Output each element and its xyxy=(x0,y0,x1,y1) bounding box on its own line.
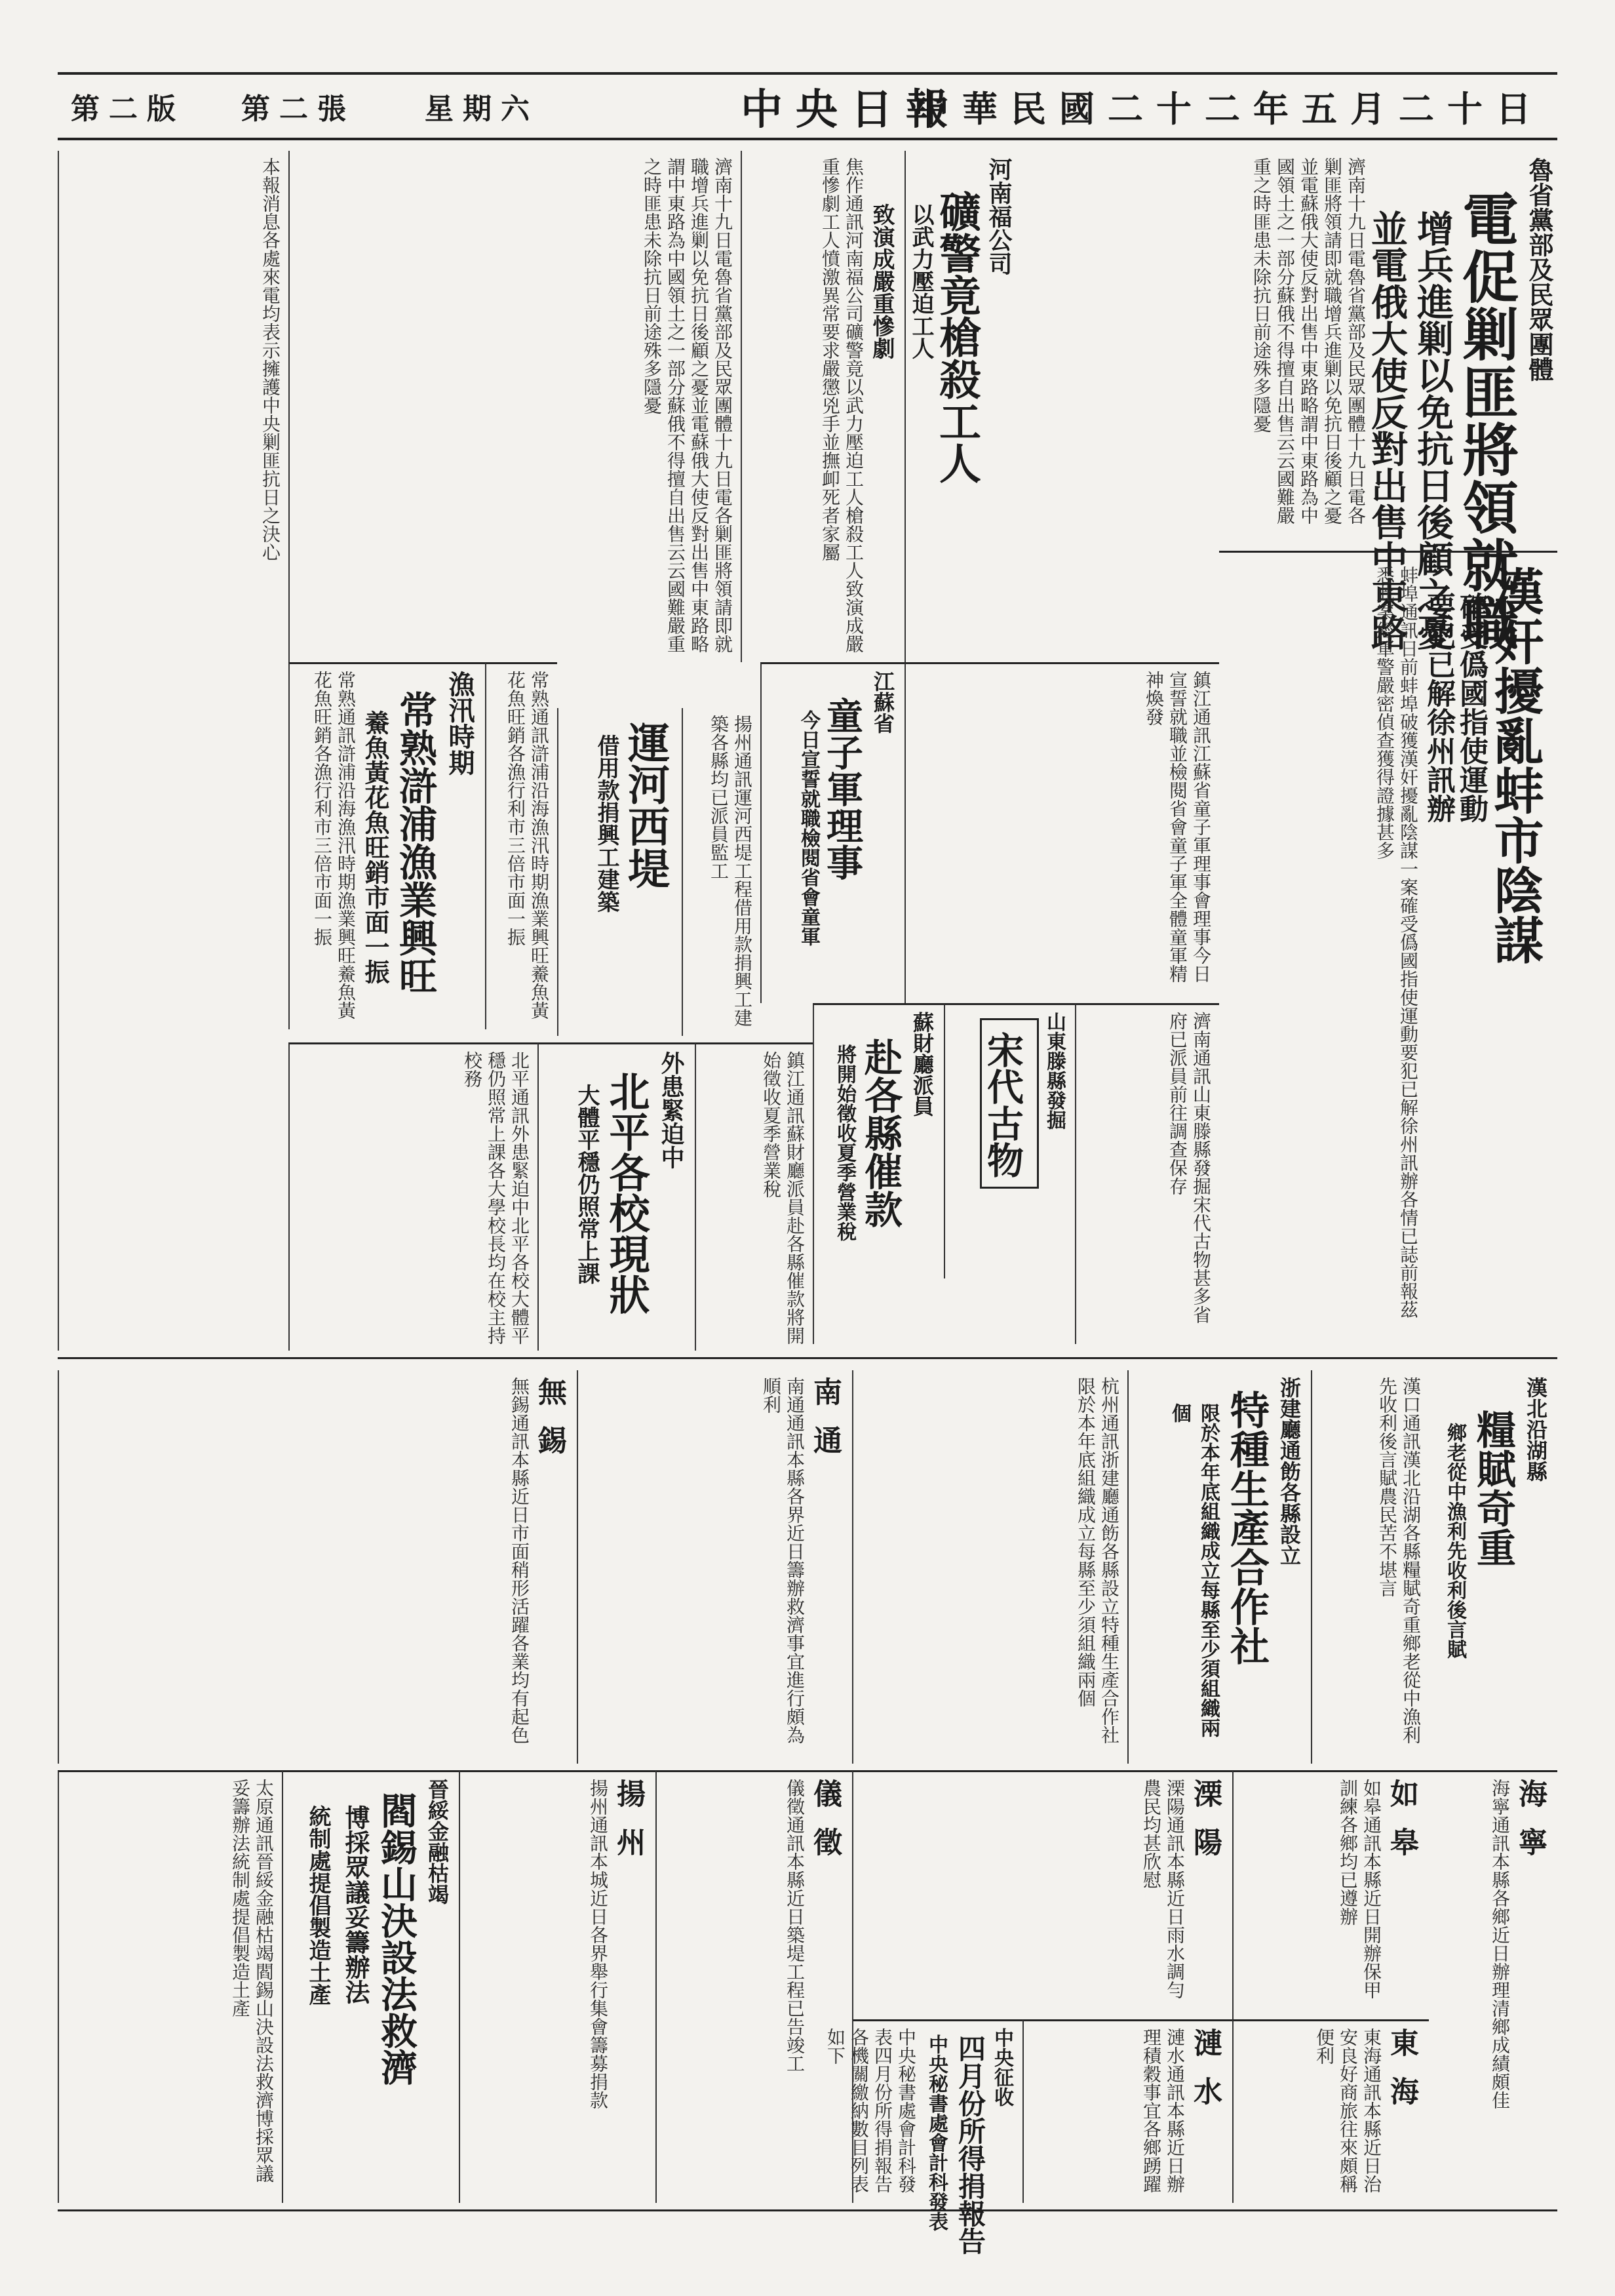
article-body: 中央秘書處會計科發表四月份所得捐報告各機關繳納數目列表如下 xyxy=(825,2028,917,2193)
kicker: 中央征收 xyxy=(990,2028,1013,2107)
subheadline: 大體平穩仍照常上課 xyxy=(574,1084,600,1284)
article-body: 蚌埠通訊日前蚌埠破獲漢奸擾亂陰謀一案確受僞國指使運動要犯已解徐州訊辦各情已誌前報茲悉此案經軍警嚴密偵查獲得證據甚多 xyxy=(1374,566,1419,1318)
article-body: 濟南十九日電魯省黨部及民眾團體十九日電各剿匪將領請即就職增兵進剿以免抗日後顧之憂並電蘇俄大使反對出售中東路略謂中東路為中國領土之一部分蘇俄不得擅自出售云云國難嚴重之時匪患未除抗日前途殊多隱憂 xyxy=(1251,157,1367,525)
article-body: 漣水通訊本縣近日辦理積穀事宜各鄉踴躍 xyxy=(1140,2028,1186,2193)
article-changshu-fishing xyxy=(288,662,485,1029)
subheadline-2: 並電俄大使反對出售中東路 xyxy=(1365,210,1409,650)
headline: 北平各校現狀 xyxy=(602,1071,650,1315)
article-body: 無錫通訊本縣近日市面稍形活躍各業均有起色 xyxy=(509,1377,530,1744)
article-income-tax-report xyxy=(825,2019,1022,2255)
article-peiping-schools xyxy=(537,1042,695,1351)
article-body: 太原通訊晉綏金融枯竭閻錫山決設法救濟博採眾議妥籌辦法統制處提倡製造土產 xyxy=(229,1779,275,2183)
subheadline-2: 要犯已解徐州訊辦 xyxy=(1422,592,1455,823)
local-news-liyang xyxy=(852,1770,1232,2019)
article-mid-filler xyxy=(905,662,1219,1003)
headline: 礦警竟槍殺工人 xyxy=(932,190,981,484)
city-tag: 溧陽 xyxy=(1188,1779,1222,1876)
local-news-haining xyxy=(1429,1770,1557,2203)
article-jiangsu-scouts xyxy=(760,662,905,1003)
kicker: 晉綏金融枯竭 xyxy=(425,1779,450,1905)
bottom-rule xyxy=(58,2209,1557,2211)
headline: 電促剿匪將領就職 xyxy=(1452,190,1519,652)
article-body: 濟南通訊山東滕縣發掘宋代古物甚多省府已派員前往調查保存 xyxy=(1167,1012,1212,1324)
subheadline: 增兵進剿以免抗日後顧之憂 xyxy=(1411,210,1454,650)
article-grain-tax-body xyxy=(1311,1370,1429,1764)
subheadline: 限於本年底組織成立每縣至少須組織兩個 xyxy=(1168,1403,1220,1737)
city-tag: 漣水 xyxy=(1188,2028,1222,2125)
city-tag: 如皋 xyxy=(1385,1779,1418,1876)
kicker: 漢北沿湖縣 xyxy=(1523,1377,1548,1482)
city-tag: 無錫 xyxy=(533,1377,566,1474)
article-henan-mine-cont xyxy=(741,151,905,662)
local-news-yangzhou xyxy=(459,1770,655,2203)
article-body: 如皋通訊本縣近日開辦保甲訓練各鄉均已遵辦 xyxy=(1337,1779,1382,1999)
article-body: 揚州通訊運河西堤工程借用款捐興工建築各縣均已派員監工 xyxy=(708,715,753,1027)
headline: 運河西堤 xyxy=(621,721,670,889)
article-body: 杭州通訊浙建廳通飭各縣設立特種生產合作社限於本年底組織成立每縣至少須組織兩個 xyxy=(1075,1377,1120,1744)
subheadline: 博採眾議妥籌辦法 xyxy=(341,1805,370,2004)
subheadline: 借用款捐興工建築 xyxy=(593,734,619,913)
headline: 四月份所得捐報告 xyxy=(954,2034,986,2255)
local-news-lianshui xyxy=(1022,2019,1232,2203)
article-body: 溧陽通訊本縣近日雨水調勻農民均甚欣慰 xyxy=(1140,1779,1186,1999)
article-peiping-schools-body xyxy=(288,1042,537,1351)
city-tag: 揚州 xyxy=(612,1779,645,1876)
article-center-filler xyxy=(695,1042,813,1351)
city-tag: 東海 xyxy=(1385,2028,1418,2125)
kicker: 江蘇省 xyxy=(870,671,895,734)
masthead-date: 中華民國二十二年五月二十日 xyxy=(914,87,1544,130)
subheadline: 今日宣誓就職檢閱省會童軍 xyxy=(797,710,820,946)
local-news-rugao xyxy=(1232,1770,1429,2019)
city-tag: 儀徵 xyxy=(808,1779,842,1876)
article-body: 海寧通訊本縣各鄉近日辦理清鄉成績頗佳 xyxy=(1489,1779,1511,2109)
masthead-page-number: 第二版 xyxy=(71,92,185,126)
headline: 糧賦奇重 xyxy=(1470,1410,1516,1567)
article-body: 常熟通訊滸浦沿海漁汛時期漁業興旺鯗魚黃花魚旺銷各漁行利市三倍市面一振 xyxy=(311,671,357,1019)
article-body: 北平通訊外患緊迫中北平各校大體平穩仍照常上課各大學校長均在校主持校務 xyxy=(461,1051,530,1345)
local-news-wuxi xyxy=(58,1370,577,1764)
article-party-telegram xyxy=(1022,151,1557,652)
subheadline-2: 統制處提倡製造土產 xyxy=(305,1805,331,2006)
kicker: 河南福公司 xyxy=(985,157,1013,275)
article-finance-dept xyxy=(813,1003,944,1344)
article-fishing-body xyxy=(485,662,557,1029)
subheadline: 鯗魚黃花魚旺銷市面一振 xyxy=(360,710,390,984)
subheadline-2: 致演成嚴重慘劇 xyxy=(868,203,895,359)
article-upper-middle xyxy=(288,151,741,662)
kicker: 魯省黨部及民眾團體 xyxy=(1525,157,1554,382)
article-yan-xishan xyxy=(282,1770,459,2203)
kicker: 山東滕縣發掘 xyxy=(1043,1012,1066,1130)
subheadline: 中央秘書處會計科發表 xyxy=(925,2034,948,2231)
article-body: 南通通訊本縣各界近日籌辦救濟事宜進行頗為順利 xyxy=(760,1377,806,1744)
article-body: 漢口通訊漢北沿湖各縣糧賦奇重鄉老從中漁利先收利後言賦農民苦不堪言 xyxy=(1376,1377,1422,1744)
local-news-donghai xyxy=(1232,2019,1429,2203)
headline: 赴各縣催款 xyxy=(858,1038,903,1228)
article-bengbu-traitors xyxy=(1219,551,1557,1344)
article-canal-dike xyxy=(557,708,682,1036)
headline: 宋代古物 xyxy=(981,1031,1024,1178)
kicker: 外患緊迫中 xyxy=(657,1051,685,1169)
article-body: 東海通訊本縣近日治安良好商旅往來頗稱便利 xyxy=(1313,2028,1382,2193)
local-news-yizheng xyxy=(655,1770,852,2203)
article-right-filler xyxy=(1075,1003,1219,1344)
subheadline: 鄉老從中漁利先收利後言賦 xyxy=(1443,1423,1466,1659)
article-yan-xishan-body xyxy=(58,1770,282,2203)
section-divider xyxy=(58,1357,1557,1359)
subheadline: 以武力壓迫工人 xyxy=(908,203,934,359)
subheadline: 將開始徵收夏季營業稅 xyxy=(833,1044,856,1241)
article-song-relics xyxy=(944,1003,1075,1278)
article-henan-mine xyxy=(905,151,1022,662)
article-body: 鎮江通訊江蘇省童子軍理事會理事今日宣誓就職並檢閱省會童子軍全體童軍精神煥發 xyxy=(1143,671,1212,983)
article-body: 常熟通訊滸浦沿海漁汛時期漁業興旺鯗魚黃花魚旺銷各漁行利市三倍市面一振 xyxy=(505,671,550,1019)
kicker: 漁汛時期 xyxy=(444,671,475,776)
masthead-issue: 第二張 xyxy=(241,92,355,126)
local-news-nantong xyxy=(577,1370,852,1764)
headline: 童子軍理事 xyxy=(821,697,864,881)
article-zhejiang-coop xyxy=(1127,1370,1311,1764)
headline: 漢奸擾亂蚌市陰謀 xyxy=(1486,566,1544,964)
headline: 常熟滸浦漁業興旺 xyxy=(393,690,437,995)
subheadline: 確受僞國指使運動 xyxy=(1454,592,1488,823)
article-grain-tax xyxy=(1429,1370,1557,1764)
masthead-weekday: 星期六 xyxy=(425,92,539,126)
headline: 特種生產合作社 xyxy=(1224,1390,1270,1665)
article-zhejiang-coop-body xyxy=(852,1370,1127,1764)
article-canal-body xyxy=(682,708,760,1036)
article-body: 鎮江通訊蘇財廳派員赴各縣催款將開始徵收夏季營業稅 xyxy=(760,1051,806,1345)
article-body: 本報消息各處來電均表示擁護中央剿匪抗日之決心 xyxy=(260,157,281,561)
kicker: 蘇財廳派員 xyxy=(910,1012,935,1117)
article-body: 揚州通訊本城近日各界舉行集會籌募捐款 xyxy=(587,1779,609,2109)
article-body: 儀徵通訊本縣近日築堤工程已告竣工 xyxy=(784,1779,806,2072)
masthead xyxy=(58,72,1557,140)
article-left-column xyxy=(58,151,288,1351)
city-tag: 南通 xyxy=(808,1377,842,1474)
article-body: 焦作通訊河南福公司礦警竟以武力壓迫工人槍殺工人致演成嚴重慘劇工人憤激異常要求嚴懲兇手並撫卹死者家屬 xyxy=(819,157,865,653)
article-body: 濟南十九日電魯省黨部及民眾團體十九日電各剿匪將領請即就職增兵進剿以免抗日後顧之憂並電蘇俄大使反對出售中東路略謂中東路為中國領土之一部分蘇俄不得擅自出售云云國難嚴重之時匪患未除抗日前途殊多隱憂 xyxy=(641,157,733,653)
city-tag: 海寧 xyxy=(1513,1779,1547,1876)
kicker: 浙建廳通飭各縣設立 xyxy=(1277,1377,1302,1566)
headline: 閻錫山決設法救濟 xyxy=(375,1792,418,2086)
masthead-paper-name: 中央日報 xyxy=(741,85,961,134)
